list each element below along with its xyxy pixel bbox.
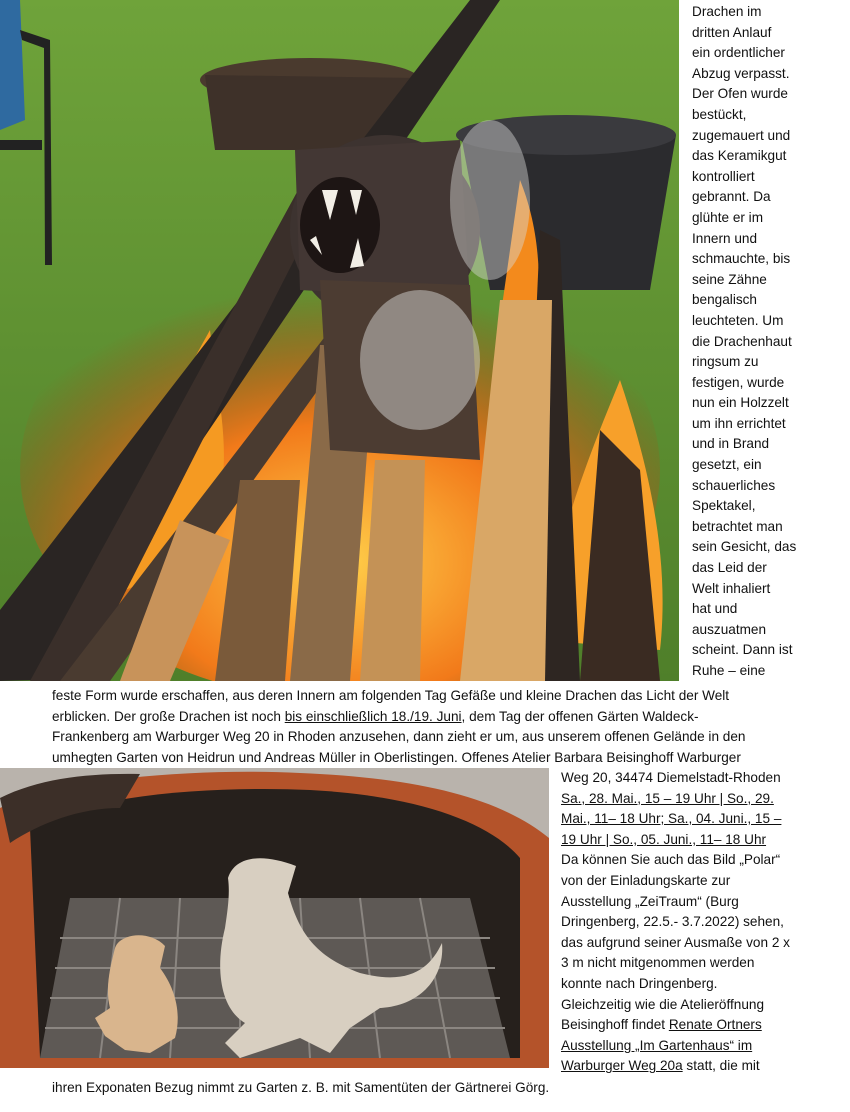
column-text-line: Abzug verpasst. [692, 65, 790, 81]
opening-dates-link[interactable]: Mai., 11– 18 Uhr; Sa., 04. Juni., 15 – [561, 811, 782, 827]
column-text-line: sein Gesicht, das [692, 539, 797, 555]
column-text-line: festigen, wurde [692, 374, 785, 390]
ortner-exhibition-link[interactable]: Ausstellung „Im Gartenhaus“ im [561, 1037, 753, 1053]
column-text-line: das Leid der [692, 560, 767, 576]
column-text-line: Spektakel, [692, 498, 756, 514]
column-text-line: schauerliches [692, 477, 776, 493]
column-text-line: Innern und [692, 230, 758, 246]
opening-dates-line[interactable] [561, 830, 846, 851]
text-line: von der Einladungskarte zur [561, 872, 731, 888]
text-fragment: erblicken. Der große Drachen ist noch [52, 708, 285, 724]
column-text-line: hat und [692, 601, 738, 617]
column-text-line: um ihn errichtet [692, 415, 786, 431]
column-text-line: bestückt, [692, 106, 747, 122]
column-text-line: zugemauert und [692, 127, 791, 143]
atelier-info-text [561, 768, 846, 1077]
opening-dates-link[interactable]: 19 Uhr | So., 05. Juni., 11– 18 Uhr [561, 831, 767, 847]
column-text-line: schmauchte, bis [692, 251, 791, 267]
text-line: Frankenberg am Warburger Weg 20 in Rhoden anzusehen, dann zieht er um, aus unserem offenen Gelände in den [52, 729, 746, 745]
column-text-line: leuchteten. Um [692, 312, 784, 328]
column-text-line: gebrannt. Da [692, 189, 771, 205]
opening-dates-line[interactable] [561, 789, 846, 810]
column-text-line: die Drachenhaut [692, 333, 792, 349]
text-fragment: , dem Tag der offenen Gärten Waldeck- [461, 708, 699, 724]
text-line: Da können Sie auch das Bild „Polar“ [561, 852, 781, 868]
text-line: umhegten Garten von Heidrun und Andreas Müller in Oberlistingen. Offenes Atelier Barbara Beisinghoff Warburger [52, 749, 741, 765]
text-line [561, 1056, 846, 1077]
article-column-text [692, 2, 844, 682]
text-line: feste Form wurde erschaffen, aus deren Innern am folgenden Tag Gefäße und kleine Drachen das Licht der Welt [52, 688, 730, 703]
column-text-line: kontrolliert [692, 168, 755, 184]
column-text-line: und in Brand [692, 436, 770, 452]
article-paragraph [52, 686, 842, 768]
text-line [52, 707, 842, 728]
column-text-line: ein ordentlicher [692, 45, 785, 61]
ortner-exhibition-link[interactable]: Renate Ortners [668, 1017, 762, 1033]
column-text-line: seine Zähne [692, 271, 767, 287]
text-fragment: statt, die mit [682, 1058, 760, 1074]
column-text-line: scheint. Dann ist [692, 642, 793, 658]
text-line: konnte nach Dringenberg. [561, 975, 718, 991]
address-line: Weg 20, 34474 Diemelstadt-Rhoden [561, 770, 781, 785]
text-line: ihren Exponaten Bezug nimmt zu Garten z. B. mit Samentüten der Gärtnerei Görg. [52, 1080, 550, 1095]
text-line: 3 m nicht mitgenommen werden [561, 955, 755, 971]
column-text-line: Der Ofen wurde [692, 86, 788, 102]
column-text-line: dritten Anlauf [692, 24, 772, 40]
column-text-line: Drachen im [692, 4, 762, 19]
text-line: Gleichzeitig wie die Atelieröffnung [561, 996, 765, 1012]
ortner-address-link[interactable]: Warburger Weg 20a [561, 1058, 683, 1074]
column-text-line: gesetzt, ein [692, 457, 762, 473]
dragon-fire-photo [0, 0, 679, 681]
column-text-line: bengalisch [692, 292, 757, 308]
text-line: Ausstellung „ZeiTraum“ (Burg [561, 893, 739, 909]
column-text-line: auszuatmen [692, 621, 767, 637]
text-line: das aufgrund seiner Ausmaße von 2 x [561, 934, 790, 950]
text-fragment: Beisinghoff findet [561, 1017, 669, 1033]
ceramic-dragons-photo [0, 768, 549, 1068]
column-text-line: ringsum zu [692, 354, 759, 370]
opening-dates-line[interactable] [561, 809, 846, 830]
column-text-line: Welt inhaliert [692, 580, 771, 596]
column-text-line: Ruhe – eine [692, 663, 766, 678]
text-line[interactable] [561, 1036, 846, 1057]
column-text-line: das Keramikgut [692, 148, 787, 164]
column-text-line: nun ein Holzzelt [692, 395, 789, 411]
closing-line [52, 1078, 842, 1099]
text-line: Dringenberg, 22.5.- 3.7.2022) sehen, [561, 914, 784, 930]
column-text-line: glühte er im [692, 209, 764, 225]
opening-dates-link[interactable]: Sa., 28. Mai., 15 – 19 Uhr | So., 29. [561, 790, 774, 806]
date-link[interactable]: bis einschließlich 18./19. Juni [284, 708, 462, 724]
column-text-line: betrachtet man [692, 518, 783, 534]
text-line [561, 1015, 846, 1036]
